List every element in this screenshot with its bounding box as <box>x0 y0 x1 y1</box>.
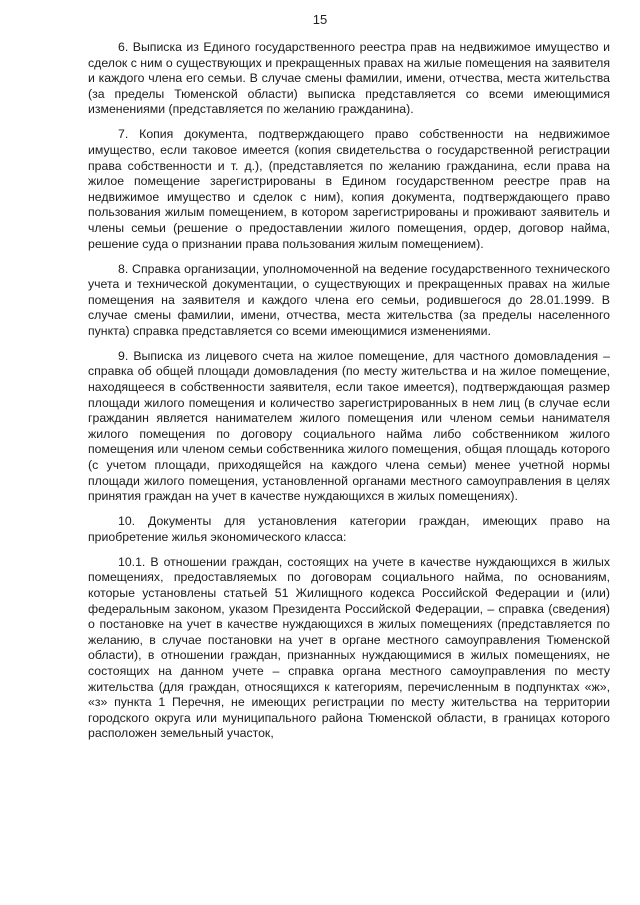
paragraph-6: 6. Выписка из Единого государственного реестра прав на недвижимое имущество и сделок с ним о существующих и прекращенных правах на жилые помещения на заявителя и каждого члена его семьи. В случае смены фамилии, имени, отчества, места жительства (за пределы Тюменской области) выписка представляется со всеми имеющимися изменениями (представляется по желанию гражданина). <box>88 40 610 117</box>
page-number: 15 <box>312 12 328 27</box>
paragraph-10: 10. Документы для установления категории граждан, имеющих право на приобретение жилья экономического класса: <box>88 514 610 544</box>
paragraph-10-1: 10.1. В отношении граждан, состоящих на учете в качестве нуждающихся в жилых помещениях, предоставляемых по договорам социального найма, по основаниям, которые установлены статьей 51 Жилищного кодекса Российской Федерации и (или) федеральным законом, указом Президента Российской Федерации, – справка (сведения) о постановке на учет в качестве нуждающихся в жилых помещениях (представляется по желанию, в случае постановки на учет в органе местного самоуправления Тюменской области), в отношении граждан, признанных нуждающимися в жилых помещениях, не состоящих на данном учете – справка органа местного самоуправления по месту жительства (для граждан, относящихся к категориям, перечисленным в подпунктах «ж», «з» пункта 1 Перечня, не имеющих регистрации по месту жительства на территории городского округа или муниципального района Тюменской области, в границах которого расположен земельный участок, <box>88 554 610 741</box>
paragraph-9: 9. Выписка из лицевого счета на жилое помещение, для частного домовладения – справка об общей площади домовладения (по месту жительства и на жилое помещение, находящееся в собственности заявителя, если такое имеется), подтверждающая размер площади жилого помещения и количество зарегистрированных в нем лиц (в случае если гражданин является нанимателем жилого помещения или членом семьи нанимателя жилого помещения по договору социального найма либо собственником жилого помещения или членом семьи собственника жилого помещения, общая площадь которого (с учетом площади, приходящейся на каждого члена семьи) менее учетной нормы площади жилого помещения, установленной органами местного самоуправления в целях принятия граждан на учет в качестве нуждающихся в жилых помещениях). <box>88 348 610 504</box>
document-body <box>88 40 610 751</box>
paragraph-8: 8. Справка организации, уполномоченной на ведение государственного технического учета и технической документации, о существующих и прекращенных правах на жилые помещения на заявителя и каждого члена его семьи, родившегося до 28.01.1999. В случае смены фамилии, имени, отчества, места жительства (за пределы населенного пункта) справка представляется со всеми имеющимися изменениями. <box>88 261 610 338</box>
paragraph-7: 7. Копия документа, подтверждающего право собственности на недвижимое имущество, если таковое имеется (копия свидетельства о государственной регистрации права собственности и т. д.), (представляется по желанию гражданина, если права на жилое помещение зарегистрированы в Едином государственном реестре прав на недвижимое имущество и сделок с ним), копия документа, подтверждающего право пользования жилым помещением, в котором зарегистрированы и проживают заявитель и члены семьи (решение о предоставлении жилого помещения, ордер, договор найма, решение суда о признании права пользования жилым помещением). <box>88 127 610 251</box>
